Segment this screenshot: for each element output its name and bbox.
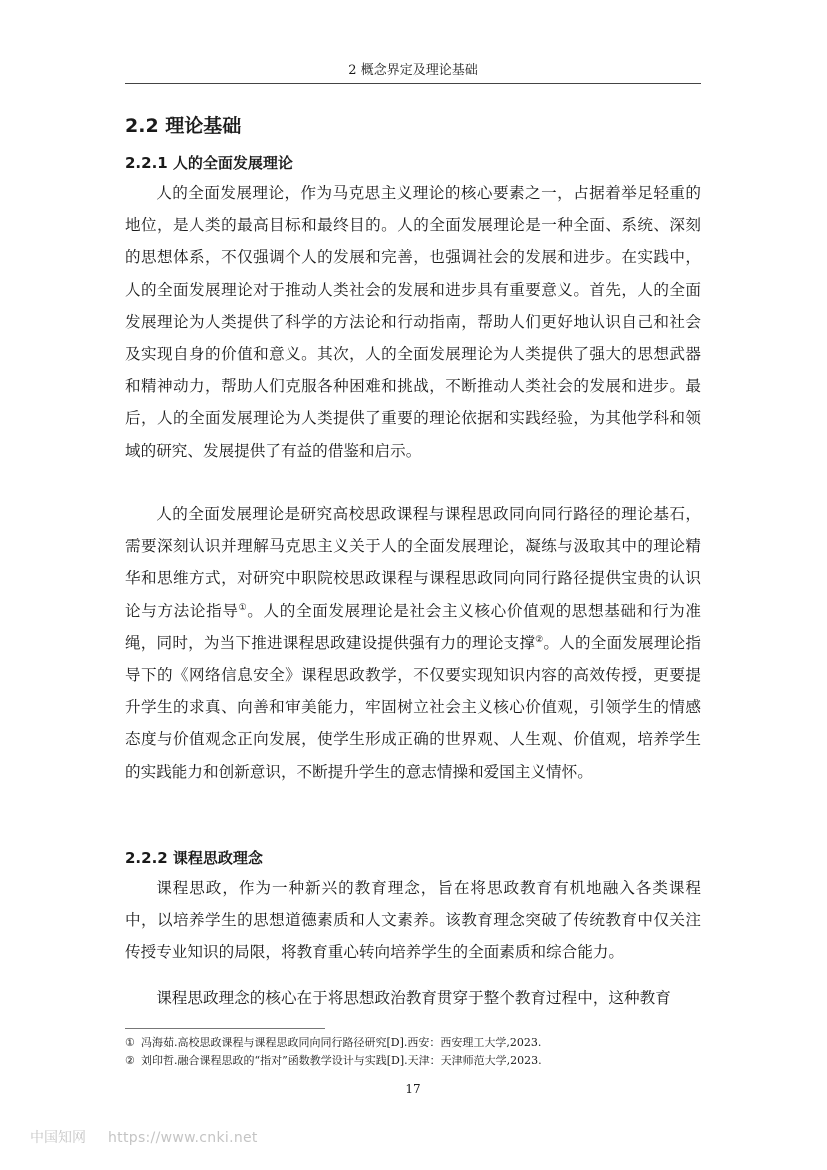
header-rule: [125, 83, 701, 84]
page-number: 17: [405, 1082, 421, 1096]
footnote-1: [125, 1035, 701, 1051]
footnote-2: [125, 1053, 701, 1069]
subsection-title-1: 2.2.1 人的全面发展理论: [125, 154, 293, 172]
paragraph-2-part-a: 人的全面发展理论是研究高校思政课程与课程思政同向同行路径的理论基石，需要深刻认识并理解马克思主义关于人的全面发展理论，凝练与汲取其中的理论精华和思维方式，对研究中职院校思政课程与课程思政同向同行路径提供宝贵的认识论与方法论指导: [125, 505, 701, 620]
footnote-rule: [125, 1028, 325, 1029]
watermark-url: https://www.cnki.net: [108, 1130, 258, 1146]
footnote-ref-1[interactable]: ①: [238, 602, 248, 613]
footnote-mark: ②: [125, 1054, 135, 1067]
section-title: 2.2 理论基础: [125, 115, 242, 137]
paragraph-1: 人的全面发展理论，作为马克思主义理论的核心要素之一，占据着举足轻重的地位，是人类的最高目标和最终目的。人的全面发展理论是一种全面、系统、深刻的思想体系，不仅强调个人的发展和完善，也强调社会的发展和进步。在实践中，人的全面发展理论对于推动人类社会的发展和进步具有重要意义。首先，人的全面发展理论为人类提供了科学的方法论和行动指南，帮助人们更好地认识自己和社会及实现自身的价值和意义。其次，人的全面发展理论为人类提供了强大的思想武器和精神动力，帮助人们克服各种困难和挑战，不断推动人类社会的发展和进步。最后，人的全面发展理论为人类提供了重要的理论依据和实践经验，为其他学科和领域的研究、发展提供了有益的借鉴和启示。: [125, 184, 701, 460]
paragraph-2-part-c: 。人的全面发展理论指导下的《网络信息安全》课程思政教学，不仅要实现知识内容的高效传授，更要提升学生的求真、向善和审美能力，牢固树立社会主义核心价值观，引领学生的情感态度与价值观念正向发展，使学生形成正确的世界观、人生观、价值观，培养学生的实践能力和创新意识，不断提升学生的意志情操和爱国主义情怀。: [125, 633, 701, 781]
footnote-mark: ①: [125, 1036, 135, 1049]
footnote-ref-2[interactable]: ②: [535, 634, 544, 645]
paragraph-4: 课程思政理念的核心在于将思想政治教育贯穿于整个教育过程中，这种教育: [156, 989, 671, 1007]
paragraph-3: 课程思政，作为一种新兴的教育理念，旨在将思政教育有机地融入各类课程中，以培养学生的思想道德素质和人文素养。该教育理念突破了传统教育中仅关注传授专业知识的局限，将教育重心转向培养学生的全面素质和综合能力。: [125, 879, 701, 962]
subsection-title-2: 2.2.2 课程思政理念: [125, 849, 263, 867]
cnki-watermark: [30, 1128, 258, 1148]
watermark-brand: 中国知网: [30, 1130, 86, 1146]
paragraph-2: [125, 498, 701, 788]
running-header: 2 概念界定及理论基础: [348, 63, 478, 78]
footnote-text: 冯海茹.高校思政课程与课程思政同向同行路径研究[D].西安：西安理工大学,2023.: [141, 1036, 542, 1049]
paragraph-2-part-b: 。人的全面发展理论是社会主义核心价值观的思想基础和行为准绳，同时，为当下推进课程思政建设提供强有力的理论支撑: [125, 601, 701, 652]
footnote-text: 刘印哲.融合课程思政的“指对”函数教学设计与实践[D].天津：天津师范大学,2023.: [141, 1054, 542, 1067]
